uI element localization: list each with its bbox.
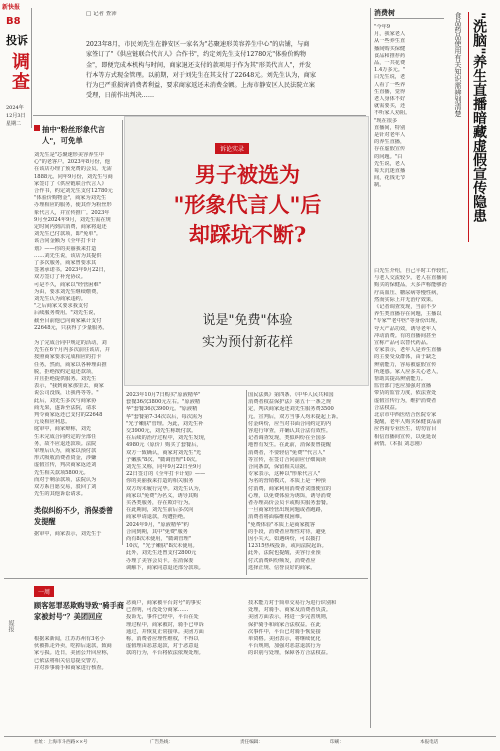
site-logo: 新快报 [2, 4, 21, 11]
bottom-left-body: 根据来新闻，江苏苏州有3名小 伙被抓走外卖，吃掉后退款，致商 家亏损。近日，美团公开回应称， 已依法将相关信息提交警方， 并对涉事骑手和商家进行核查。 [34, 636, 112, 671]
right-vertical-title: "洗脑"养生直播暗藏虚假宣传隐患 [468, 12, 487, 242]
lead-paragraph: 2023年8月，市民刘先生在静安区一家名为"芯聚速形美容养生中心"的店铺，与商 家签订了"《供应链联合代言人》合作书"，约定刘先生支付12780元"体验价购物 金"，即便完成本机构与时间，商家退还支付的款项用于作为其"形美代言人"，并发 行本等方式现金管理。以前期，对于刘先生在其支付了22648元。刘先生认为，商家 行为已严重损害消费者利益，要求商家返还未消费金额。上海市静安区人民法院立案 受理，日前作出判决…… [86, 41, 317, 100]
left-subhead2-body: 据审中，商家表示，刘先生于 [34, 531, 102, 537]
masthead-divider [31, 8, 32, 128]
right-body-wide: 白先生介绍，自己平时工作较忙， 与老人交流较少。老人在直播间 购买的保健品，大多声称能够治 疗高血压、糖尿病等慢性病， 然而实际上并无治疗效果。 《记者调查发现，当前不少 养生类直播存在问题，主播以 "专家""老中医"等身份出现， 夸大产品功效，诱导老年人 冲动消费。有的直播间甚至 宣称产品可以替代药品。 专家表示，老年人是养生直播 的主要受众群体，由于缺乏 辨别能力，容易被虚假宣传 所迷惑。家人应多关心老人， 帮助其提高辨别能力。 监管部门也应加强对直播 带货的监管力度，依法查处 虚假宣传行为，维护消费者 合法权益。 北京市中西医结合医院专家 提醒，老年人购买保健食品前 应咨询专业医生，切勿盲目 相信直播间宣传，以免延误 病情。（本报 刘志刚） [374, 268, 452, 447]
right-header-line [374, 18, 444, 19]
footer-address: 社址：上海市斗西路××号 [34, 740, 88, 745]
section-name: 投诉 [6, 34, 28, 47]
footer-line [4, 736, 496, 737]
masthead-date: 12月3日 [6, 113, 26, 119]
footer-note: 本报电话 [420, 740, 439, 745]
right-header: 消费树 [374, 9, 395, 17]
bottom-mid2-body: 技术能力对于简单交易行为进行识别和 处理，对骑手、商家及消费者负责。 美团方面表示，将进一步完善规则， 保护骑手和商家合法权益。在此 次事件中，平台已对骑手恢复接 单资格。美团表示，将继续优化 平台规则，加强对恶意退款行为 的识别与处理，保障各方合法权益。 [248, 600, 337, 657]
left-col-divider [122, 120, 123, 545]
masthead-year: 2024年 [6, 105, 24, 111]
mid-col-1: 2023年10月7日购买"原液精华" 套餐36次3800元左右。"原液精 华"套餐36次3900元。"原液精 华"套餐第7-34次以后，每次需为 "光子嫩肤"管理。为此，刘先生补 交3900元，刘先生称既付款。 在后续的治疗过程中，刘先生发现， 4980元（原价）购买了套餐后， 双方一致确认，商家对刘先生"光 子嫩肤"8次、"微调管理"10次。 刘先生又称，同年9月22日至9月 22日签订的《全年打卡计划》—— 你的美丽我来打造的相关服务 双方均未履行完毕。刘先生认为， 商家以"免费"为名义，诱导其购 买各类服务，存在欺诈行为。 在此期间，刘先生前后多次向 商家申请退款，均遭拒绝。 2024年9月，"原液精华"约 合同到期，其中"免费"服务 尚有8次未使用，"微调管理" 10次，"光子嫩肤"8次未使用。 此外，刘先生还曾支付2800元 办理了美容会员卡。在消保委 调解下，商家同意退还部分款项。 [126, 392, 210, 571]
feature-title-1: 男子被选为 [195, 162, 300, 187]
feature-title-3: 却踩坑不断? [188, 222, 307, 247]
right-body-narrow: "今年9 月，我家老人 从一些养生直 播间购买保健 食品和推荐药 品，一共花费 1.4万多元。" 白先生说，老 人看了一些养 生直播，觉得 老人身体不好 就需要买，还 不听家人劝阻。 "现在很多 直播间，特别 是针对老年人 的养生直播， 存在虚假宣传 的问题。"白 先生说，老人 每天沉迷直播 间，花钱无节 制。 [374, 24, 411, 189]
feature-title-2: "形象代言人"后 [173, 192, 322, 217]
right-vertical-subtitle: 食品药品使用有关知识需辨别清楚 [454, 12, 462, 117]
left-subhead: 抽中"粉丝形象代言人"，可免单 [42, 125, 105, 145]
bottom-headline: 顾客惩罪恶欺购导致"骑手商家被封号"？美团回应 [34, 601, 124, 621]
subsection-name: 调查 [9, 52, 30, 92]
mid-col-divider [246, 390, 247, 575]
bottom-side-tag: 媒报 [7, 620, 14, 632]
reporter-byline: □ 记者 查沛 [86, 11, 117, 17]
feature-block [124, 116, 369, 386]
masthead [2, 4, 30, 188]
bottom-mid-body: 恶商户，商家被平台封号"的事实 已查明，可没处分商家…… 投诉无，事件已经中，平台在处 理过程中，商家被封，骑手已申诉 通过，并恢复正常接单。美团方面 称，消费者应理性维权，不得以 虚假理由恶意退款，对于恶意退 款的行为，平台将依法依规处理。 [126, 600, 204, 657]
footer-phone: 印刷： [330, 740, 344, 745]
footer-ad: 广告热线： [150, 740, 173, 745]
feature-kicker: 诉论实录 [215, 143, 249, 154]
left-body-bottom: 为了完成合同中规定的活动，刘 先生在6个月内多次前往该店，并 按照商家要求完成相应的打卡 任务。然而，商家以各种理由推 脱，拒绝按约定退还款项， 并且拒绝提供服务。刘先生 表示，"我到商家那里去，商家 说公司没钱，让我再等等。" 此后，刘先生多次与商家协 商无果，遂诉至法院，请求 判令商家返还已支付的22648 元及相应利息。 庭审中，商家辩称，刘先 生未完成合同约定的全部任 务，故不应退还款项。法院 审理后认为，商家以预付款 形式吸收消费者资金，涉嫌 虚假宣传，判决商家返还刘 先生相关款项5800元。 而对于剩余款项，法院认为 双方系自愿交易，驳回了刘 先生的其他诉讼请求。 [34, 340, 110, 498]
feature-subtitle-2: 实为预付新花样 [201, 335, 293, 350]
footer-editor: 责任编辑： [240, 740, 263, 745]
page-number: B8 [6, 16, 21, 27]
bottom-divider [4, 578, 368, 579]
feature-subtitle-1: 说是"免费"体验 [202, 313, 293, 328]
right-col-divider [370, 8, 371, 728]
masthead-weekday: 星期二 [6, 121, 22, 127]
left-subhead2: 类似纠纷不少，消保委曾发提醒 [34, 506, 114, 526]
bottom-tag: 一周 [34, 586, 54, 597]
mid-col-2: 国民法典》第四条、《中华人民共和国 消费者权益保护法》第五十一条之规 定，判决商家返还刘先生服务费3500 元。宣判后，双方当事人均未提起上诉。 付金纠纷，应当对书面合同约定的内 容进行审查，并确认其合法有效性。 记者调查发现，类似纠纷在全国多 地曾有发生。在此前，消保委曾提醒 消费者，不要轻信"免费""代言人" 等宣传，在签订合同前应仔细阅读 合同条款，保留相关证据。 专家表示，这种以"形象代言人" 为名的营销模式，本质上是一种预 付消费，商家利用消费者贪图便宜的 心理，以免费体验为诱饵，诱导消费 者办理高价会员卡或购买服务套餐。 一旦商家经营出现问题或者跑路， 消费者将面临维权困难。 "免费体验"本质上是商家揽客 的手段，消费者应理性对待，避免 因小失大。如遇纠纷，可以拨打 12315热线投诉，或向法院起诉。 此外，法院也提醒，美容行业预 付式消费纠纷频发，消费者应 选择正规、信誉良好的商家。 [248, 392, 342, 571]
left-body-top: 刘先生是"芯聚速形美容养生中 心"的老客户。2023年8月份，他 在该店办理了预充费的会员。无需 1888元。同年9月份，刘先生与商 家签订了《供应链联合代言人》 合作书，约定刘先生支付12780元 "体验价购物金"，商家为刘先生 办理相应的服务，使其作为粉丝形 象代言人，并宣传推广。2023年 9月至2024年9月，刘先生需在规 定时间内到店消费，商家将退还 刘先生已付款项，即"免单"。 该合同金额为《全年打卡计 划》——你的美丽我来打造 ……刘先生说，该店为其提供 了多次服务，商家曾要求其 签署承诺书。2023年9月22日， 双方签订了补充协议。 可是不久，商家以"经营困难" 为由，要求刘先生继续缴费， 刘先生认为商家违约。 "之后商家又要求我支付 后续服务费用。"刘先生说， 截至目前他已向商家累计支付 22648元，只获得了少量服务。 [34, 152, 113, 331]
